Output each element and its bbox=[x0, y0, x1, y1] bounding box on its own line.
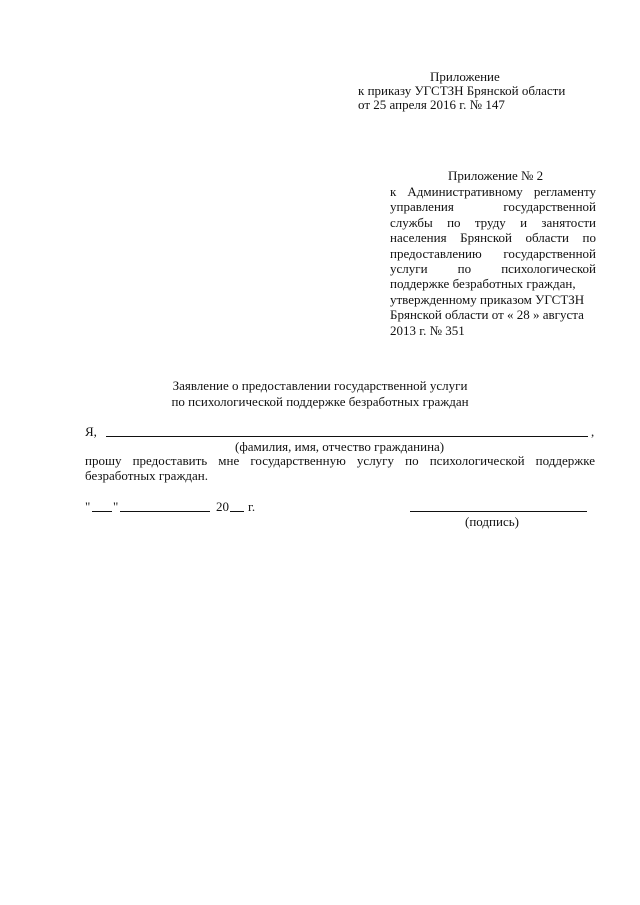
fio-comma: , bbox=[591, 424, 595, 439]
date-day-line[interactable] bbox=[92, 511, 112, 512]
document-title-line2: по психологической поддержке безработных граждан bbox=[171, 394, 469, 409]
appendix-header-line2: от 25 апреля 2016 г. № 147 bbox=[358, 97, 505, 112]
year-prefix: 20 bbox=[216, 499, 229, 514]
date-quote-close: " bbox=[113, 499, 119, 514]
fio-caption: (фамилия, имя, отчество гражданина) bbox=[235, 439, 445, 454]
request-line1: прошу предоставить мне государственную услугу по психологической поддержке bbox=[85, 453, 595, 468]
appendix2-line: услуги по психологической bbox=[390, 261, 596, 277]
appendix2-line: утвержденному приказом УГСТЗН bbox=[390, 291, 585, 307]
appendix2-line: поддержке безработных граждан, bbox=[390, 276, 576, 292]
request-text bbox=[85, 453, 595, 483]
date-month-line[interactable] bbox=[120, 511, 210, 512]
appendix2-text bbox=[390, 184, 596, 338]
appendix2-line: предоставлению государственной bbox=[390, 245, 596, 261]
year-fill-line[interactable] bbox=[230, 511, 244, 512]
year-suffix: г. bbox=[248, 499, 256, 514]
date-quote-open: " bbox=[85, 499, 91, 514]
signature-line[interactable] bbox=[410, 511, 587, 512]
document-title-line1: Заявление о предоставлении государственной услуги bbox=[172, 378, 468, 393]
appendix2-line: к Административному регламенту bbox=[390, 184, 596, 199]
signature-caption: (подпись) bbox=[465, 514, 519, 529]
request-line2: безработных граждан. bbox=[85, 468, 209, 483]
appendix-header-title: Приложение bbox=[430, 69, 500, 84]
appendix2-line: Брянской области от « 28 » августа bbox=[390, 307, 584, 323]
appendix2-line: населения Брянской области по bbox=[390, 230, 596, 246]
appendix2-line: 2013 г. № 351 bbox=[390, 322, 465, 338]
appendix2-line: службы по труду и занятости bbox=[390, 214, 596, 230]
fio-fill-line[interactable] bbox=[106, 436, 588, 437]
appendix2-line: управления государственной bbox=[390, 199, 596, 215]
appendix-header-line1: к приказу УГСТЗН Брянской области bbox=[358, 83, 566, 98]
ya-label: Я, bbox=[85, 424, 97, 439]
appendix2-title: Приложение № 2 bbox=[448, 168, 544, 183]
